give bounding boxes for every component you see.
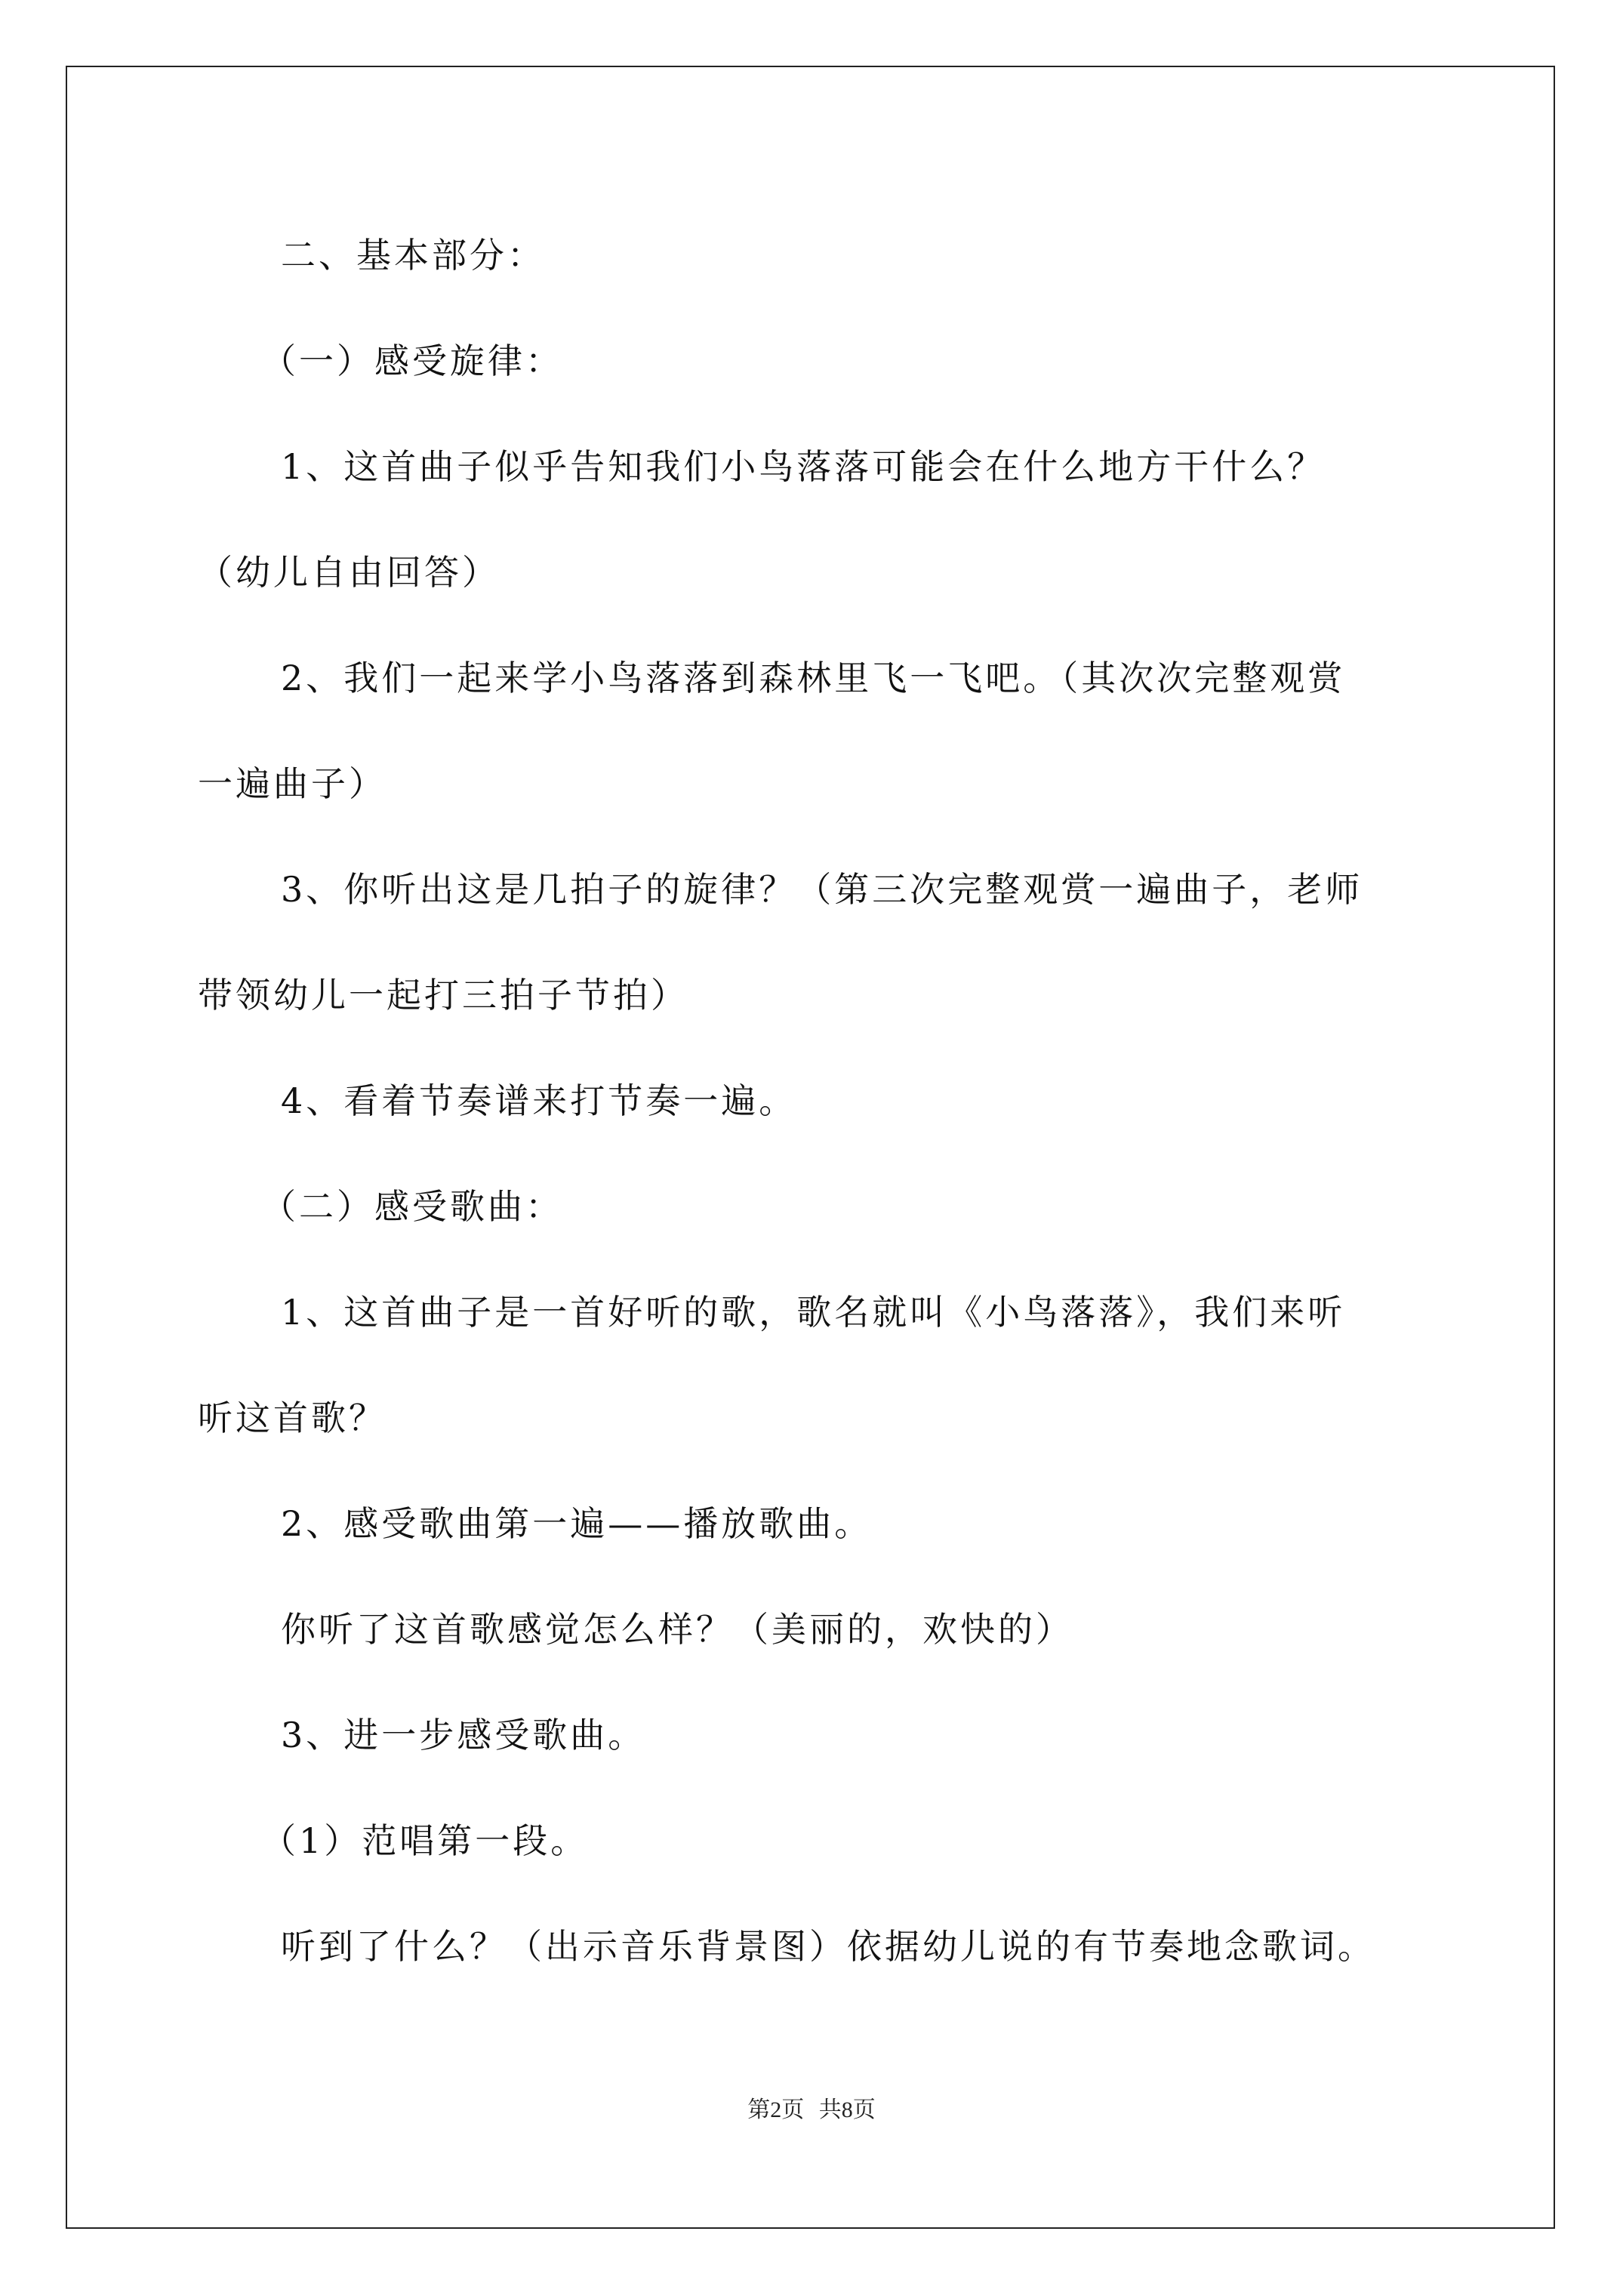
paragraph-line: 听这首歌？: [198, 1398, 387, 1438]
subsection-heading-song: （二）感受歌曲：: [261, 1186, 563, 1227]
paragraph-line: 2、感受歌曲第一遍——播放歌曲。: [281, 1503, 873, 1544]
paragraph-line: （1）范唱第一段。: [261, 1820, 589, 1861]
paragraph-line: 1、这首曲子是一首好听的歌，歌名就叫《小鸟落落》，我们来听: [281, 1292, 1346, 1333]
page-border: [66, 66, 1555, 2229]
paragraph-line: 一遍曲子）: [198, 763, 387, 804]
paragraph-line: 你听了这首歌感觉怎么样？（美丽的，欢快的）: [281, 1609, 1073, 1650]
section-heading-basic: 二、基本部分：: [281, 235, 545, 276]
paragraph-line: 带领幼儿一起打三拍子节拍）: [198, 975, 688, 1015]
page-number: 第2页: [747, 2097, 805, 2122]
paragraph-line: 3、进一步感受歌曲。: [281, 1715, 646, 1755]
page-total: 共8页: [818, 2097, 876, 2122]
paragraph-line: 3、你听出这是几拍子的旋律？（第三次完整观赏一遍曲子，老师: [281, 869, 1363, 910]
paragraph-line: 2、我们一起来学小鸟落落到森林里飞一飞吧。（其次次完整观赏: [281, 658, 1346, 698]
paragraph-line: 1、这首曲子似乎告知我们小鸟落落可能会在什么地方干什么？: [281, 446, 1326, 487]
page-footer: [0, 2095, 1623, 2125]
paragraph-line: 听到了什么？（出示音乐背景图）依据幼儿说的有节奏地念歌词。: [281, 1926, 1375, 1967]
subsection-heading-melody: （一）感受旋律：: [261, 341, 563, 381]
paragraph-line: （幼儿自由回答）: [198, 552, 500, 593]
paragraph-line: 4、看着节奏谱来打节奏一遍。: [281, 1080, 797, 1121]
